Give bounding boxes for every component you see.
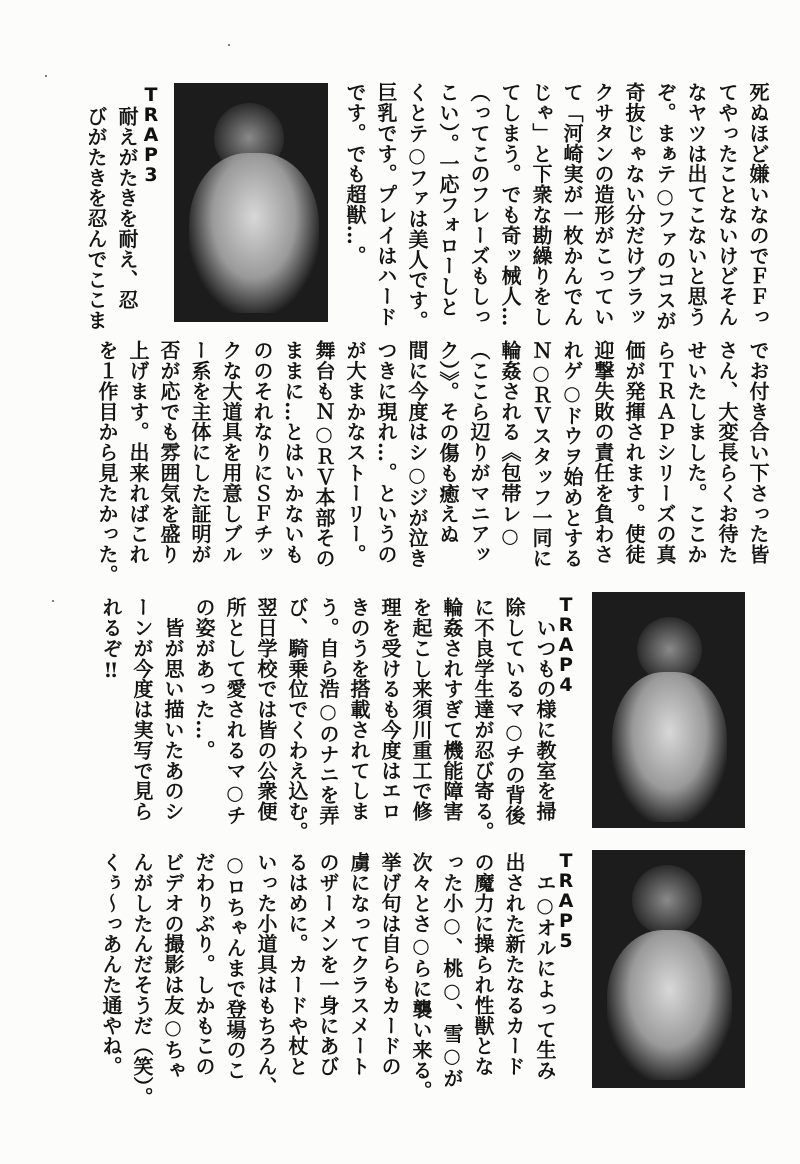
trap3-photo <box>174 83 328 322</box>
trap2-text-continued: 死ぬほど嫌いなのでＦＦっ てやったことないけどそん なヤツは出てこないと思う ぞ。まぁテ○ファのコスが 奇抜じゃない分だけブラッ クサタンの造形がこってい て「河崎実が一枚かんでん じゃ」と下衆な勘繰りをし てしまう。でも奇ッ械人… （ってこのフレーズもしっ こい）。一応フォローしと くとテ○ファは美人です。 巨乳です。プレイはハード です。でも超獣…。 <box>343 82 770 331</box>
trap4-photo <box>592 592 745 828</box>
scan-speck <box>228 44 230 46</box>
trap3-body: でお付き合い下さった皆 さん、大変長らくお待た せいたしました。ここか らＴＲＡＰシリーズの真 価が発揮されます。使徒 迎撃失敗の責任を負わさ れゲ○ドウヲ始めとする Ｎ○ＲＶスタッフ一同に 輪姦される《包帯レ○ （ここら辺りがマニアッ ク）》。その傷も癒えぬ 間に今度はシ○ジが泣き つきに現れ…。というの が大まかなストーリー。 舞台もＮ○ＲＶ本部その ままに…とはいかないも ののそれなりにＳＦチッ クな大道具を用意しブル ー系を主体にした証明が 否が応でも雰囲気を盛り 上げます。出来ればこれ を１作目から見たかった。 <box>95 340 770 585</box>
trap3-heading: TRAP3 <box>140 84 162 184</box>
scan-speck <box>52 600 54 602</box>
trap3-intro: 耐えがたきを耐え、忍 びがたきを忍んでここま <box>84 106 139 331</box>
trap5-heading: TRAP5 <box>555 850 577 950</box>
trap4-body: いつもの様に教室を掃 除しているマ○チの背後 に不良学生達が忍び寄る。 輪姦されすぎて機能障害 を起こし来須川重工で修 理を受けるも今度はエロ きのうを搭載されてしま う。自ら浩○のナニを弄 び、騎乗位でくわえ込む。 翌日学校では皆の公衆便 所として愛されるマ○チ の姿があった…。 皆が思い描いたあのシ ーンが今度は実写で見ら れるぞ‼ <box>99 597 557 842</box>
trap5-photo <box>592 850 745 1088</box>
trap5-body: エ○オルによって生み 出された新たなるカード の魔力に操られ性獣とな った小○、桃○、雪○が 次々とさ○らに襲い来る。 挙げ句は自らもカードの 虜になってクラスメート のザーメンを一身にあび るはめに。カードや杖と いった小道具はもちろん、 ○ロちゃんまで登場のこ だわりぶり。しかもこの ビデオの撮影は友○ちゃ んがしたんだそうだ（笑）。 くぅ～っあんた通やね。 <box>99 852 557 1108</box>
scan-speck <box>45 75 47 77</box>
trap4-heading: TRAP4 <box>555 594 577 694</box>
